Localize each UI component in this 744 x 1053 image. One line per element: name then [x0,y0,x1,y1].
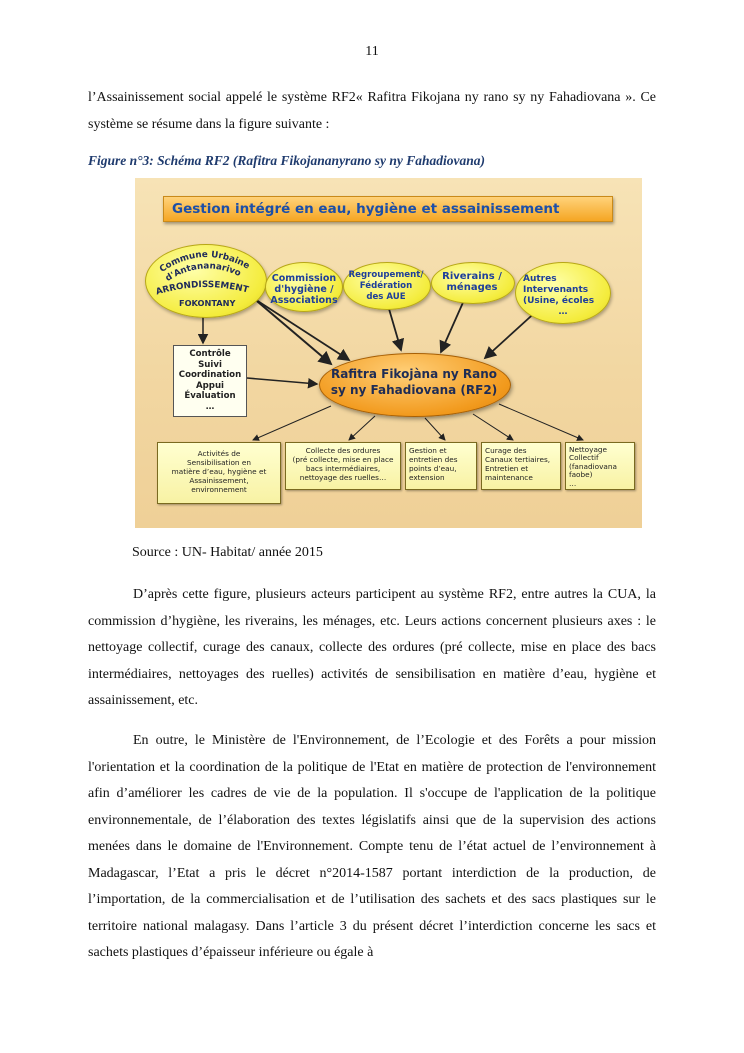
commune-line1: Commune Urbaine [158,249,252,275]
rf2-center-text: Rafitra Fikojàna ny Rano sy ny Fahadiovana (RF2) [330,367,498,397]
actor-text-regroupement: Regroupement/ Fédération des AUE [348,270,424,302]
paragraph-ministere: En outre, le Ministère de l'Environnement, de l’Ecologie et des Forêts a pour mission l'orientation et la coordination de la politique de l'Etat en matière de protection de l'environnement afin d’améliorer les cadres de vie de la population. Il s'occupe de l'application de la politique environnementale, de l’élaboration des textes législatifs ainsi que de la supervision des actions menées dans le domaine de l'Environnement. Compte tenu de l’état actuel de l’environnement à Madagascar, l’Etat a pris le décret n°2014-1587 portant interdiction de la production, de l’importation, de la commercialisation et de l’utilisation des sachets et des sacs plastiques sur le territoire national malagasy. Dans l’article 3 du présent décret l’interdiction concerne les sacs et sachets plastiques d’épaisseur inférieure ou égale à [88,733,656,960]
actor-text-autres: Autres Intervenants (Usine, écoles … [523,274,595,317]
action-box-sensibilisation: Activités de Sensibilisation en matière d’eau, hygiène et Assainissement, environnement [157,442,281,504]
actor-text-riverains: Riverains / ménages [442,271,502,293]
page-number: 11 [365,44,379,59]
commune-line3: ARRONDISSEMENT [154,279,250,298]
intro-paragraph: l’Assainissement social appelé le système RF2« Rafitra Fikojana ny rano sy ny Fahadiovana ». Ce système se résume dans la figure suivante : [88,90,656,132]
rf2-figure [135,178,642,528]
commune-line2: d'Antananarivo [163,261,243,284]
commune-line4: FOKONTANY [179,298,236,308]
action-box-collecte: Collecte des ordures (pré collecte, mise en place bacs intermédiaires, nettoyage des ruelles… [285,442,401,490]
actor-text-commission: Commission d'hygiène / Associations [270,273,338,306]
action-box-nettoyage: Nettoyage Collectif (fanadiovana faobe) … [565,442,635,490]
figure-caption: Figure n°3: Schéma RF2 (Rafitra Fikojananyrano sy ny Fahadiovana) [88,153,485,168]
paragraph-analysis: D’après cette figure, plusieurs acteurs participent au système RF2, entre autres la CUA, la commission d’hygiène, les riverains, les ménages, etc. Leurs actions concernent plusieurs axes : le nettoyage collectif, curage des canaux, collecte des ordures (pré collecte, mise en place des bacs intermédiaires, nettoyages des ruelles) activités de sensibilisation en matière d’eau, hygiène et assainissement, etc. [88,587,656,708]
action-box-gestion: Gestion et entretien des points d’eau, extension [405,442,477,490]
figure-title: Gestion intégré en eau, hygiène et assainissement [163,196,613,222]
action-box-curage: Curage des Canaux tertiaires, Entretien et maintenance [481,442,561,490]
figure-source: Source : UN- Habitat/ année 2015 [132,545,323,560]
controls-box: Contrôle Suivi Coordination Appui Évaluation … [173,345,247,417]
